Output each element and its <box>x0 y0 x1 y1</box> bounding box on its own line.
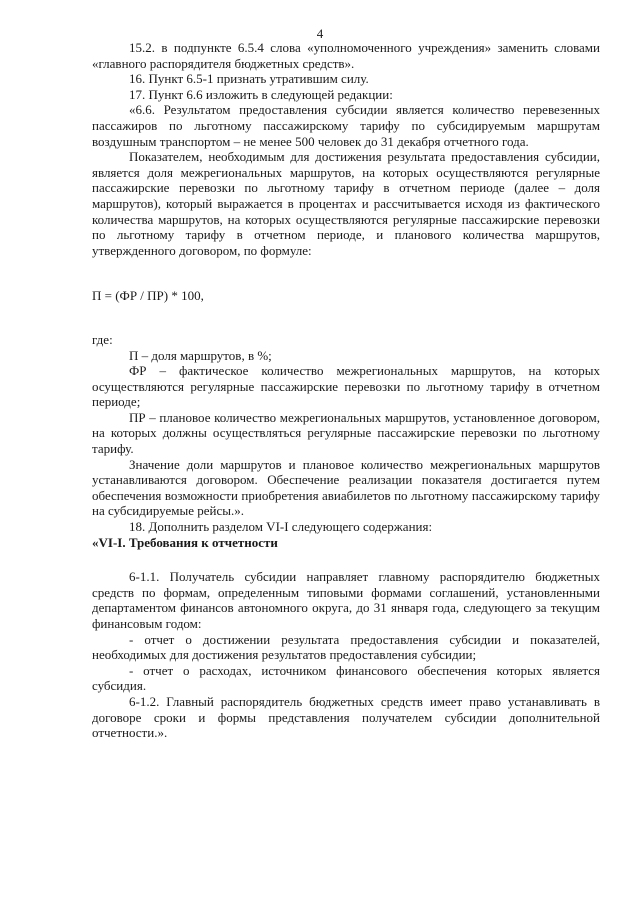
definition-pr: ПР – плановое количество межрегиональных маршрутов, установленное договором, на которых должны осуществляться регулярные пассажирские перевозки по льготному тарифу. <box>92 409 600 457</box>
paragraph-indicator: Показателем, необходимым для достижения результата предоставления субсидии, является доля межрегиональных маршрутов, на которых осуществляются регулярные пассажирские перевозки по льготному тарифу в отчетном периоде (далее – доля маршрутов), который выражается в процентах и рассчитывается исходя из фактического количества маршрутов, на которых осуществляются регулярные пассажирские перевозки по льготному тарифу в отчетном периоде, и планового количества маршрутов, утвержденного договором, по формуле: <box>92 149 600 258</box>
where-label: где: <box>92 331 113 347</box>
list-item-report-expenses: - отчет о расходах, источником финансового обеспечения которых является субсидия. <box>92 662 600 694</box>
page-number: 4 <box>316 26 324 41</box>
paragraph-15-2: 15.2. в подпункте 6.5.4 слова «уполномоченного учреждения» заменить словами «главного распорядителя бюджетных средств». <box>92 40 600 71</box>
definition-fr: ФР – фактическое количество межрегиональных маршрутов, на которых осуществляются регулярные пассажирские перевозки по льготному тарифу в отчетном периоде; <box>92 363 600 410</box>
formula: П = (ФР / ПР) * 100, <box>92 288 204 304</box>
paragraph-6-1-2: 6-1.2. Главный распорядитель бюджетных средств имеет право устанавливать в договоре сроки и формы представления получателем субсидии дополнительной отчетности.». <box>92 693 600 741</box>
paragraph-value: Значение доли маршрутов и плановое количество межрегиональных маршрутов устанавливаются договором. Обеспечение реализации показателя достигается путем обеспечения возможности приобретения авиабилетов по льготному пассажирскому тарифу на субсидируемые рейсы.». <box>92 456 600 519</box>
definition-p: П – доля маршрутов, в %; <box>129 347 272 363</box>
paragraph-18: 18. Дополнить разделом VI-I следующего содержания: <box>129 519 433 535</box>
section-heading: «VI-I. Требования к отчетности <box>92 534 278 550</box>
document-body <box>92 40 600 741</box>
paragraph-6-1-1: 6-1.1. Получатель субсидии направляет главному распорядителю бюджетных средств по формам, определенным типовыми формами соглашений, установленными департаментом финансов автономного округа, до 31 января года, следующего за текущим финансовым годом: <box>92 569 600 631</box>
list-item-report-results: - отчет о достижении результата предоставления субсидии и показателей, необходимых для достижения результатов предоставления субсидии; <box>92 631 600 663</box>
paragraph-6-6: «6.6. Результатом предоставления субсидии является количество перевезенных пассажиров по льготному пассажирскому тарифу по субсидируемым маршрутам воздушным транспортом – не менее 500 человек до 31 декабря отчетного года. <box>92 102 600 149</box>
paragraph-16: 16. Пункт 6.5-1 признать утратившим силу. <box>129 71 369 87</box>
paragraph-17: 17. Пункт 6.6 изложить в следующей редакции: <box>129 86 393 102</box>
